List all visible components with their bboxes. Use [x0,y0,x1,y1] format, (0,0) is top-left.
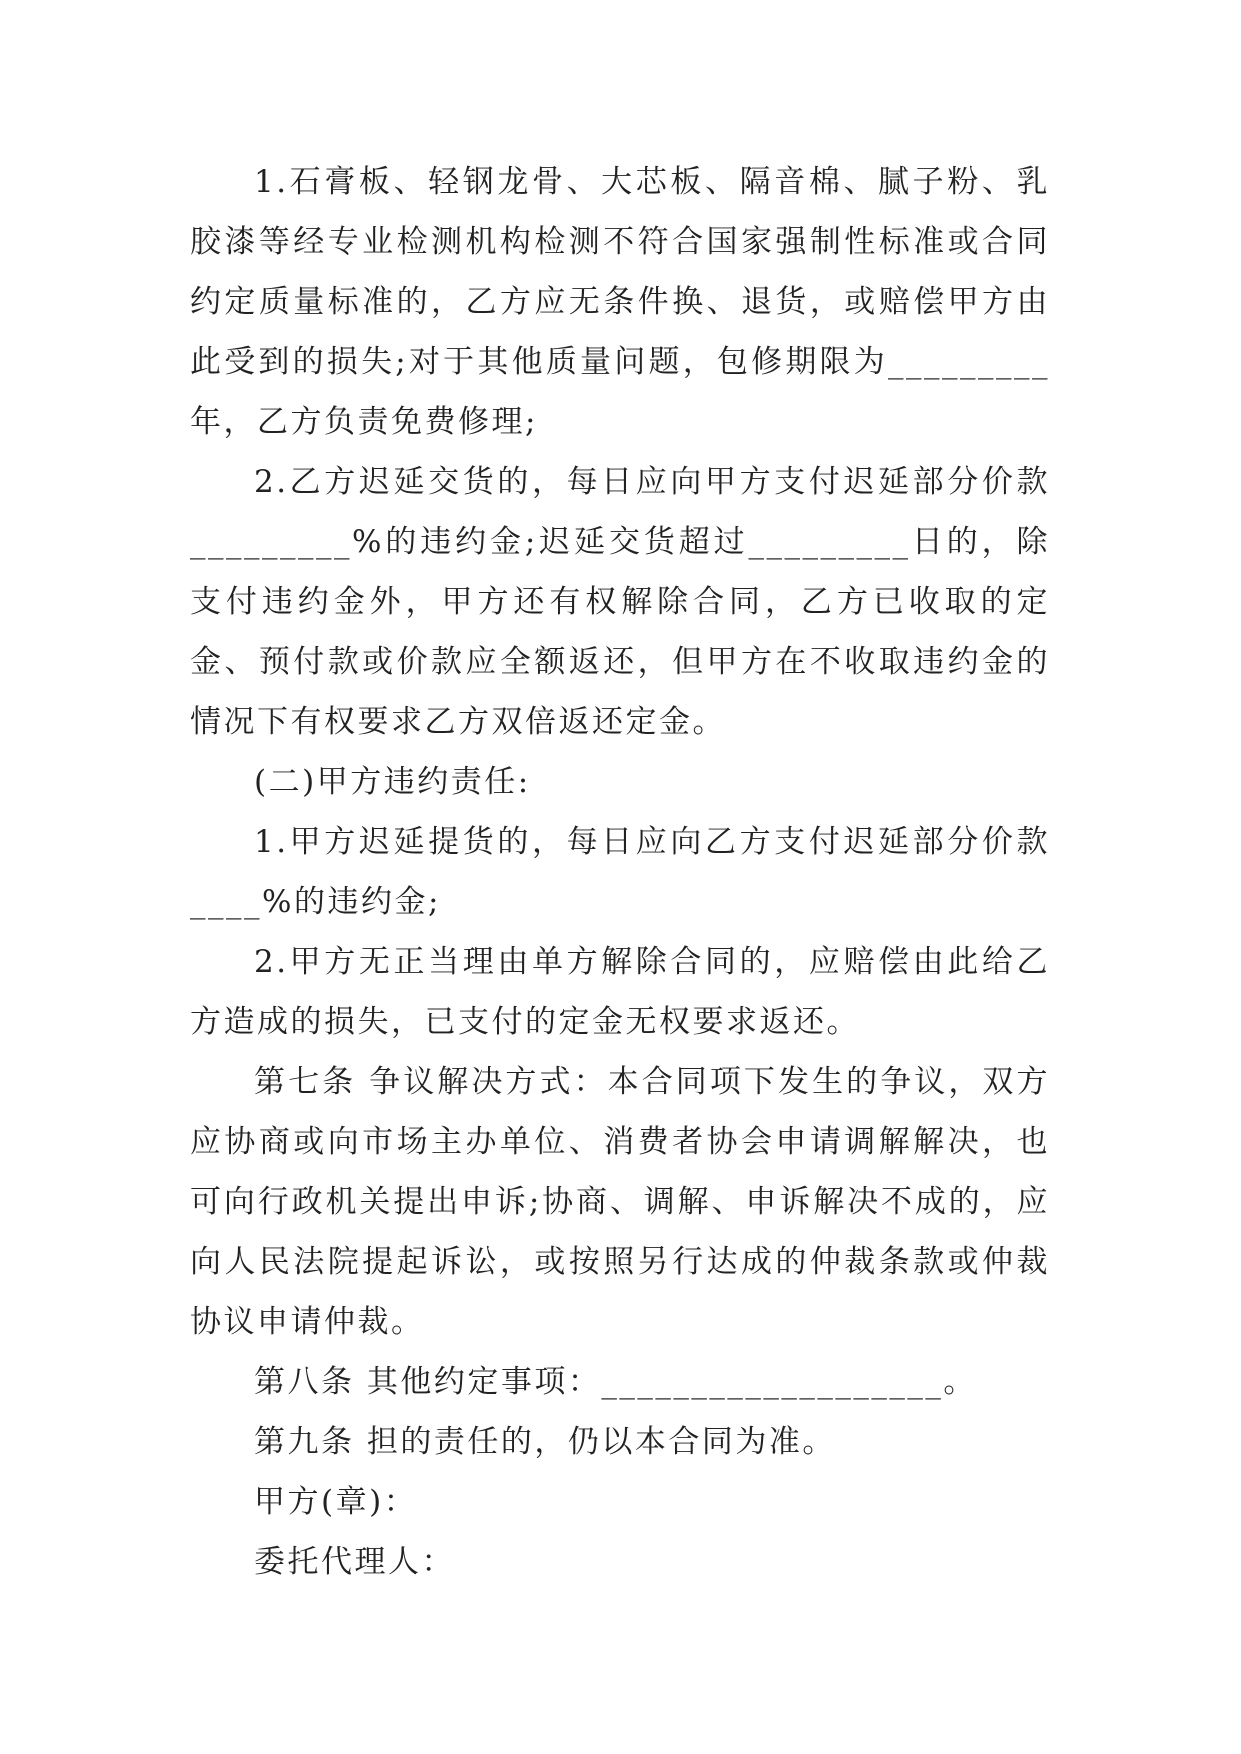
party-a-seal-line: 甲方(章)： [254,1484,418,1520]
clause-quality-warranty: 1.石膏板、轻钢龙骨、大芯板、隔音棉、腻子粉、乳胶漆等经专业检测机构检测不符合国家强制性标准或合同约定质量标准的，乙方应无条件换、退货，或赔偿甲方由此受到的损失;对于其他质量问题，包修期限为_________年，乙方负责免费修理; [190,164,1050,440]
article-nine: 第九条 担的责任的，仍以本合同为准。 [254,1424,836,1460]
agent-signature-line: 委托代理人： [254,1544,455,1580]
clause-unilateral-termination: 2.甲方无正当理由单方解除合同的，应赔偿由此给乙方造成的损失，已支付的定金无权要求返还。 [190,944,1050,1040]
article-eight-other-matters: 第八条 其他约定事项：___________________。 [254,1364,977,1400]
clause-late-delivery: 2.乙方迟延交货的，每日应向甲方支付迟延部分价款_________%的违约金;迟延交货超过_________日的，除支付违约金外，甲方还有权解除合同，乙方已收取的定金、预付款或价款应全额返还，但甲方在不收取违约金的情况下有权要求乙方双倍返还定金。 [190,464,1050,740]
section-heading-buyer-liability: (二)甲方违约责任: [254,764,531,800]
article-seven-dispute-resolution: 第七条 争议解决方式：本合同项下发生的争议，双方应协商或向市场主办单位、消费者协会申请调解解决，也可向行政机关提出申诉;协商、调解、申诉解决不成的，应向人民法院提起诉讼，或按照另行达成的仲裁条款或仲裁协议申请仲裁。 [190,1064,1050,1340]
clause-late-pickup: 1.甲方迟延提货的，每日应向乙方支付迟延部分价款____%的违约金; [190,824,1050,920]
document-body [190,152,1050,1592]
